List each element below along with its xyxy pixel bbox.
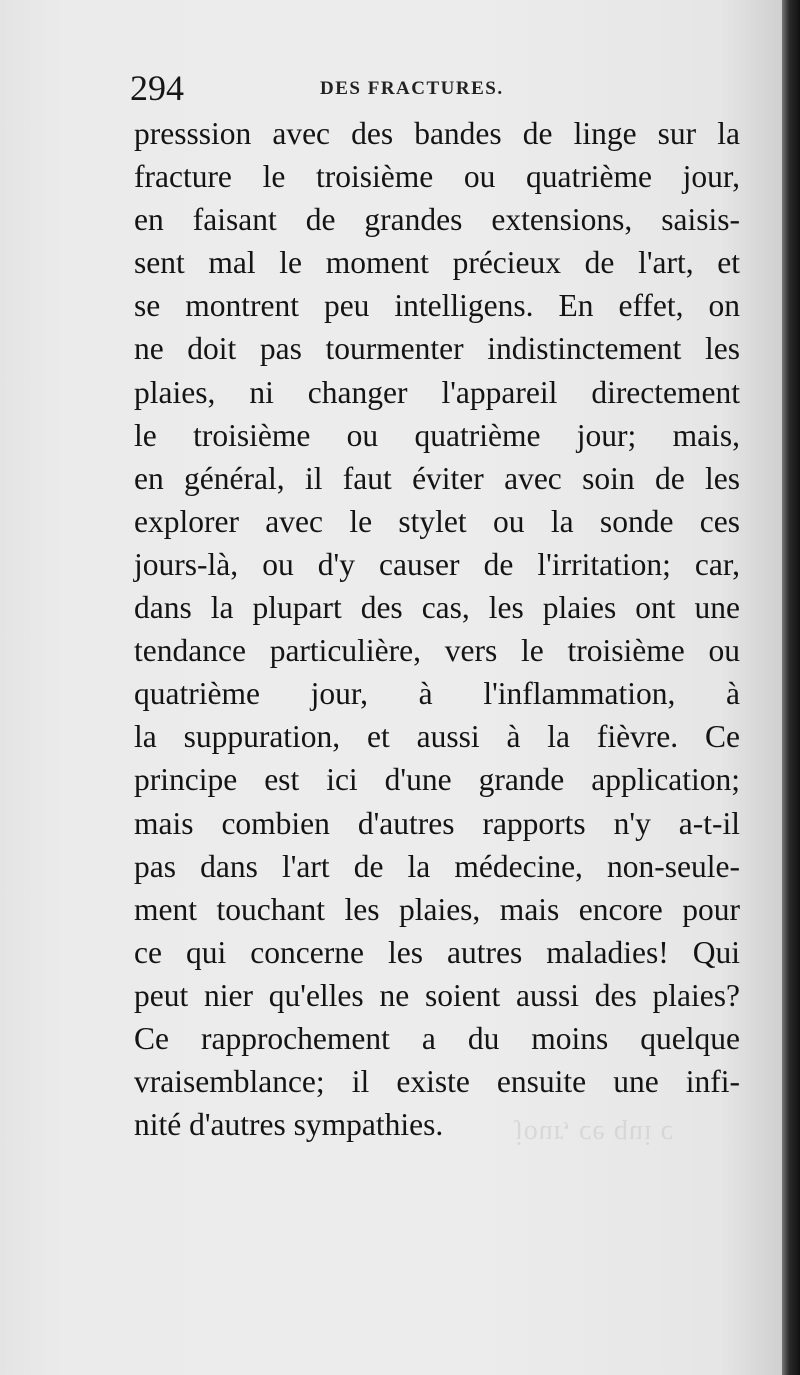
running-title: DES FRACTURES. xyxy=(320,78,504,99)
text-line: ne doit pas tourmenter indistinctement les xyxy=(134,331,740,367)
page-header xyxy=(130,68,740,108)
text-line: en faisant de grandes extensions, saisis- xyxy=(134,202,740,238)
text-line: presssion avec des bandes de linge sur la xyxy=(134,116,740,151)
text-line: plaies, ni changer l'appareil directement xyxy=(134,374,740,410)
text-line: tendance particulière, vers le troisième ou xyxy=(134,633,740,669)
text-line: principe est ici d'une grande application; xyxy=(134,762,740,798)
text-line: se montrent peu intelligens. En effet, on xyxy=(134,288,740,324)
text-line: ment touchant les plaies, mais encore pour xyxy=(134,891,740,927)
text-line: sent mal le moment précieux de l'art, et xyxy=(134,245,740,281)
text-line: en général, il faut éviter avec soin de les xyxy=(134,460,740,496)
text-line: Ce rapprochement a du moins quelque xyxy=(134,1020,740,1056)
text-line: pas dans l'art de la médecine, non-seule- xyxy=(134,848,740,884)
text-line: la suppuration, et aussi à la fièvre. Ce xyxy=(134,719,740,755)
text-line: ce qui concerne les autres maladies! Qui xyxy=(134,934,740,970)
text-line: vraisemblance; il existe ensuite une infi- xyxy=(134,1064,740,1100)
text-line: le troisième ou quatrième jour; mais, xyxy=(134,417,740,453)
text-line: fracture le troisième ou quatrième jour, xyxy=(134,159,740,195)
text-line: quatrième jour, à l'inflammation, à xyxy=(134,676,740,712)
page-edge-shadow xyxy=(782,0,800,1375)
page-number: 294 xyxy=(130,68,184,108)
text-line: mais combien d'autres rapports n'y a-t-il xyxy=(134,805,740,841)
text-line: peut nier qu'elles ne soient aussi des plaies? xyxy=(134,977,740,1013)
show-through-text: jour, ce qui c xyxy=(515,1119,675,1150)
text-line-last: nité d'autres sympathies. xyxy=(134,1107,444,1143)
body-text xyxy=(134,112,740,1146)
text-line: explorer avec le stylet ou la sonde ces xyxy=(134,503,740,539)
text-line: jours-là, ou d'y causer de l'irritation; car, xyxy=(134,546,740,582)
text-line: dans la plupart des cas, les plaies ont une xyxy=(134,590,740,626)
